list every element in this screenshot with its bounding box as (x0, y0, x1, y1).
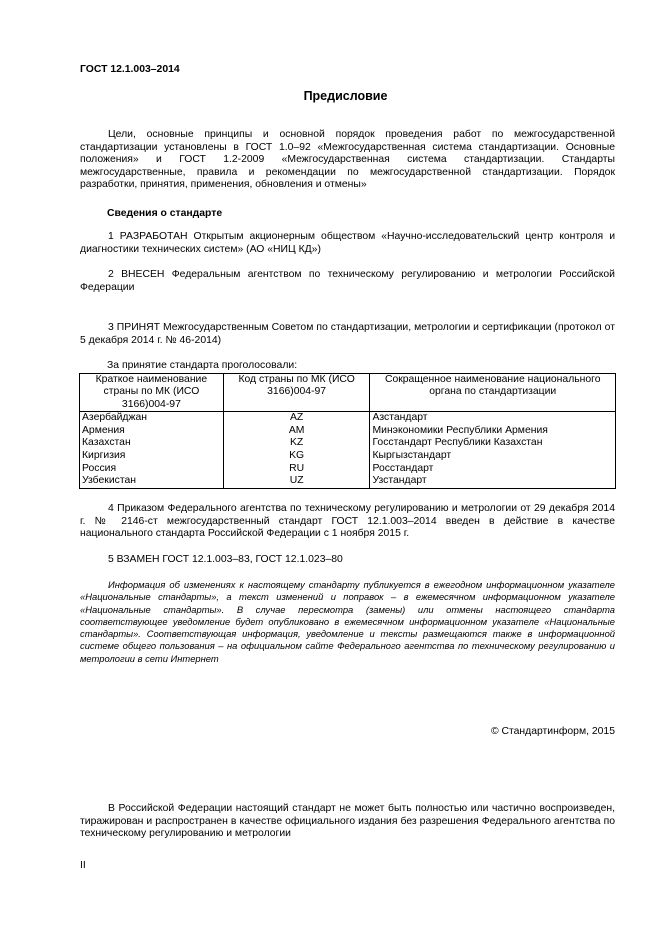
code-cell: AM (223, 425, 370, 438)
body-cell: Кыргызстандарт (370, 450, 616, 463)
item-replaces: 5 ВЗАМЕН ГОСТ 12.1.003–83, ГОСТ 12.1.023–80 (108, 554, 343, 565)
body-cell: Минэкономики Республики Армения (370, 425, 616, 438)
body-cell: Госстандарт Республики Казахстан (370, 437, 616, 450)
body-cell: Узстандарт (370, 475, 616, 488)
country-cell: Киргизия (80, 450, 224, 463)
table-header-row (80, 374, 616, 412)
table-row (80, 450, 616, 463)
code-cell: KG (223, 450, 370, 463)
country-cell: Казахстан (80, 437, 224, 450)
country-cell: Армения (80, 425, 224, 438)
table-row (80, 425, 616, 438)
country-cell: Россия (80, 463, 224, 476)
changes-notice: Информация об изменениях к настоящему стандарту публикуется в ежегодном информационном указателе «Национальные стандарты», а текст изменений и поправок – в ежемесячном информационном указателе «Национальные стандарты». В случае пересмотра (замены) или отмены настоящего стандарта соответствующее уведомление будет опубликовано в ежемесячном информационном указателе «Национальные стандарты». Соответствующая информация, уведомление и тексты размещаются также в информационной системе общего пользования – на официальном сайте Федерального агентства по техническому регулированию и метрологии в сети Интернет (80, 579, 615, 664)
code-cell: KZ (223, 437, 370, 450)
country-cell: Азербайджан (80, 412, 224, 425)
country-cell: Узбекистан (80, 475, 224, 488)
intro-paragraph: Цели, основные принципы и основной порядок проведения работ по межгосударственной стандартизации установлены в ГОСТ 1.0–92 «Межгосударственная система стандартизации. Основные положения» и ГОСТ 1.2-2009 «Межгосударственная система стандартизации. Стандарты межгосударственные, правила и рекомендации по межгосударственной стандартизации. Порядок разработки, принятия, применения, обновления и отмены» (80, 129, 615, 191)
copyright: © Стандартинформ, 2015 (490, 726, 615, 737)
code-cell: RU (223, 463, 370, 476)
info-heading: Сведения о стандарте (107, 208, 223, 219)
item-adopted: 3 ПРИНЯТ Межгосударственным Советом по стандартизации, метрологии и сертификации (протокол от 5 декабря 2014 г. № 46-2014) (80, 322, 615, 346)
table-row (80, 437, 616, 450)
table-row (80, 412, 616, 425)
table-row (80, 475, 616, 488)
item-enacted: 4 Приказом Федерального агентства по техническому регулированию и метрологии от 29 декабря 2014 г. № 2146-ст межгосударственный стандарт ГОСТ 12.1.003–2014 введен в действие в качестве национального стандарта Российской Федерации с 1 ноября 2015 г. (80, 503, 615, 540)
rights-notice: В Российской Федерации настоящий стандарт не может быть полностью или частично воспроизведен, тиражирован и распространен в качестве официального издания без разрешения Федерального агентства по техническому регулированию и метрологии (80, 803, 615, 840)
body-cell: Азстандарт (370, 412, 616, 425)
voting-table (79, 373, 616, 489)
code-cell: UZ (223, 475, 370, 488)
code-cell: AZ (223, 412, 370, 425)
vote-caption: За принятие стандарта проголосовали: (107, 360, 298, 371)
body-cell: Росстандарт (370, 463, 616, 476)
page-number: II (80, 860, 86, 871)
item-introduced: 2 ВНЕСЕН Федеральным агентством по техническому регулированию и метрологии Российской Федерации (80, 269, 615, 293)
table-row (80, 463, 616, 476)
document-code: ГОСТ 12.1.003–2014 (80, 64, 180, 75)
page-title: Предисловие (303, 89, 388, 103)
column-header-code: Код страны по МК (ИСО 3166)004-97 (223, 374, 370, 412)
column-header-body: Сокращенное наименование национального органа по стандартизации (370, 374, 616, 412)
column-header-country: Краткое наименование страны по МК (ИСО 3166)004-97 (80, 374, 224, 412)
item-developed: 1 РАЗРАБОТАН Открытым акционерным обществом «Научно-исследовательский центр контроля и диагностики технических систем» (АО «НИЦ КД») (80, 231, 615, 255)
